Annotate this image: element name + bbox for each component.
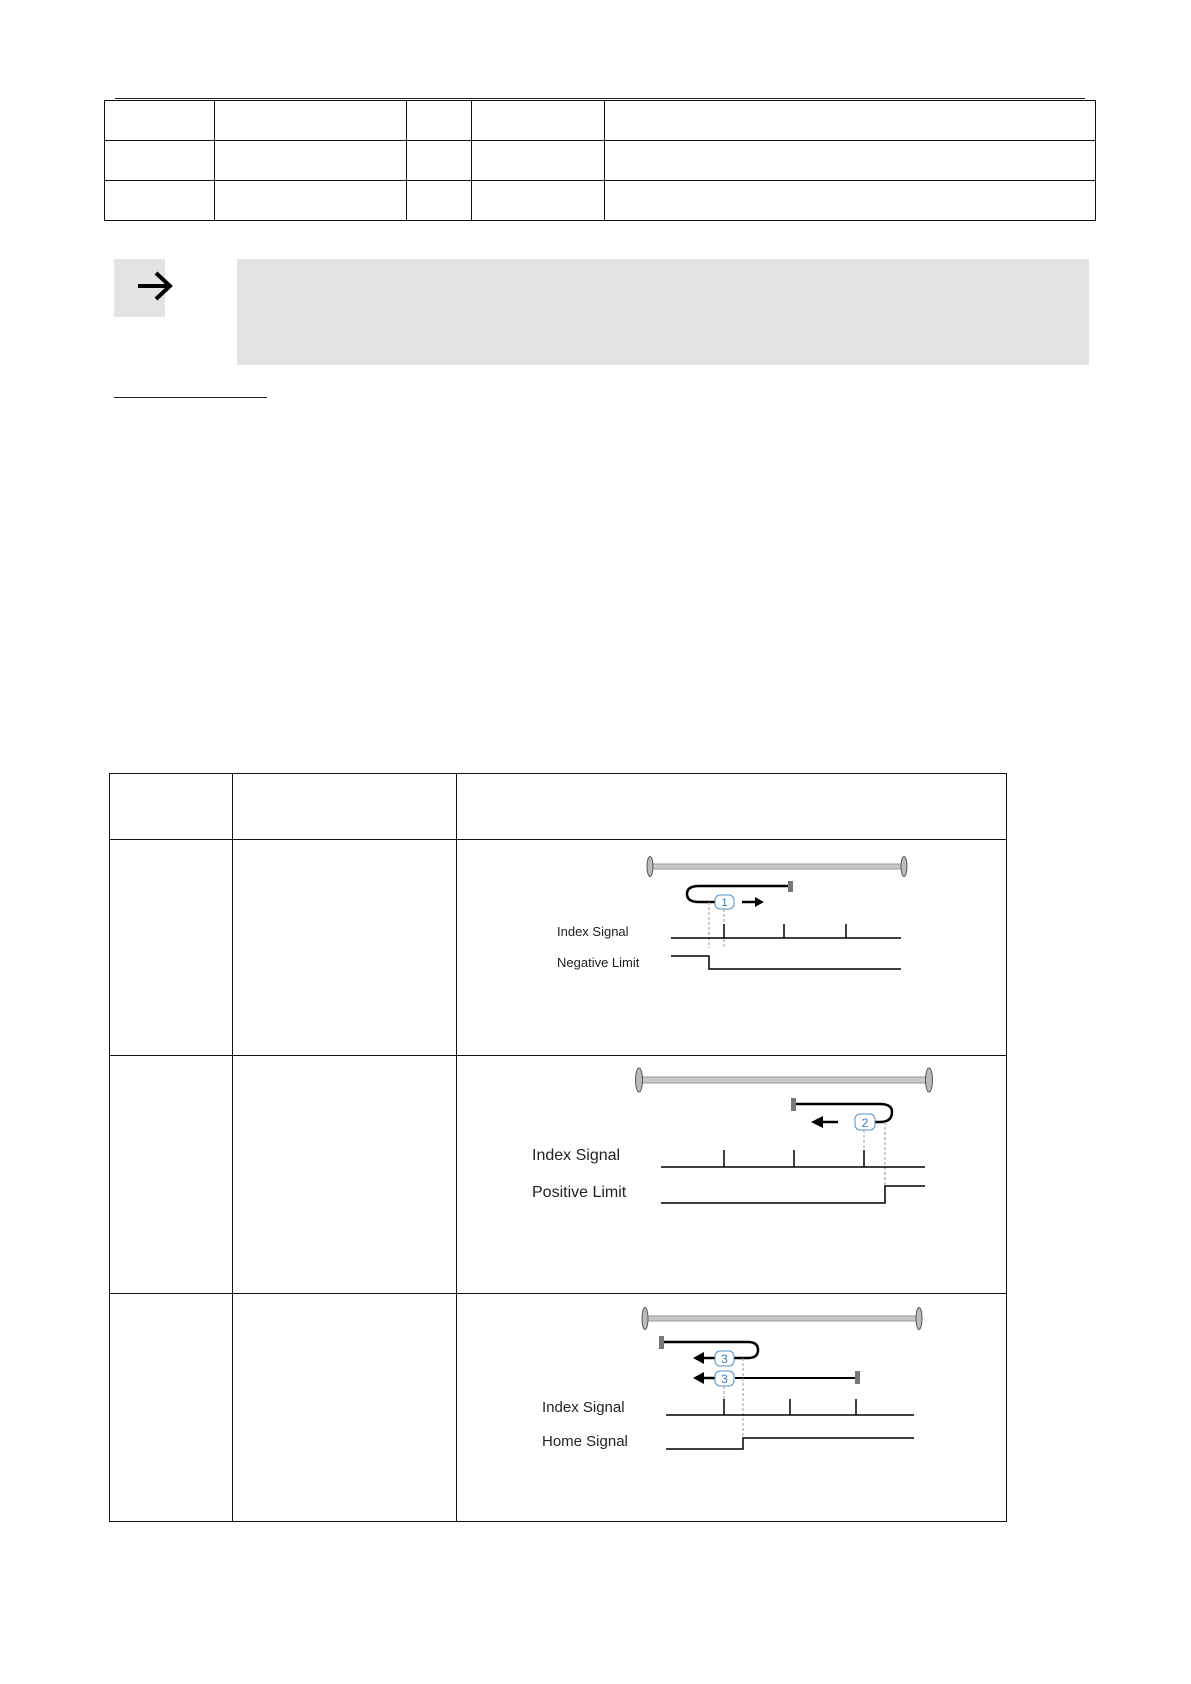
table-cell — [215, 101, 407, 141]
travel-rail — [650, 864, 904, 869]
diagram-cell — [457, 840, 1007, 1056]
table-row — [110, 1294, 1007, 1522]
travel-rail — [645, 1316, 919, 1321]
signal-label: Home Signal — [542, 1433, 628, 1450]
table-header-row — [110, 774, 1007, 840]
right-arrow-icon — [136, 269, 174, 303]
step-number: 3 — [721, 1352, 728, 1366]
header-cell — [457, 774, 1007, 840]
table-cell — [105, 181, 215, 221]
rail-end-stop — [636, 1068, 643, 1092]
rail-end-stop — [916, 1308, 922, 1330]
method-number-cell — [110, 1056, 233, 1294]
method-number-cell — [110, 1294, 233, 1522]
limit-signal-trace — [671, 956, 901, 969]
rail-end-stop — [926, 1068, 933, 1092]
note-icon-box — [114, 259, 165, 317]
direction-arrow-head-icon — [755, 897, 764, 907]
table-cell — [472, 101, 605, 141]
direction-arrow-head-icon — [693, 1372, 704, 1384]
signal-label: Index Signal — [542, 1399, 625, 1416]
table-cell — [215, 181, 407, 221]
signal-label: Negative Limit — [557, 955, 640, 970]
table-cell — [605, 101, 1096, 141]
home-position-marker — [788, 881, 793, 892]
table-row — [110, 840, 1007, 1056]
motion-path — [687, 886, 790, 902]
table-cell — [605, 181, 1096, 221]
method-description-cell — [233, 840, 457, 1056]
table-cell — [215, 141, 407, 181]
section-heading-underline — [114, 397, 267, 398]
header-cell — [233, 774, 457, 840]
diagram-cell — [457, 1056, 1007, 1294]
rail-end-stop — [647, 857, 653, 877]
table-cell — [407, 181, 472, 221]
signal-label: Index Signal — [532, 1147, 621, 1164]
table-row — [110, 1056, 1007, 1294]
homing-diagram-3 — [457, 1294, 1008, 1522]
step-number: 1 — [721, 897, 728, 909]
home-position-marker — [659, 1336, 664, 1349]
table-row — [105, 141, 1096, 181]
header-cell — [110, 774, 233, 840]
signal-label: Index Signal — [557, 924, 629, 939]
home-signal-trace — [666, 1438, 914, 1449]
direction-arrow-head-icon — [693, 1352, 704, 1364]
homing-diagram-2 — [457, 1056, 1008, 1294]
start-position-marker — [855, 1371, 860, 1384]
parameter-table — [104, 100, 1096, 221]
table-cell — [407, 141, 472, 181]
motion-path — [794, 1104, 892, 1122]
step-number: 3 — [721, 1372, 728, 1386]
table-cell — [472, 181, 605, 221]
table-cell — [105, 141, 215, 181]
rail-end-stop — [642, 1308, 648, 1330]
note-box — [237, 259, 1089, 365]
method-description-cell — [233, 1294, 457, 1522]
method-number-cell — [110, 840, 233, 1056]
header-rule — [115, 98, 1085, 99]
method-description-cell — [233, 1056, 457, 1294]
motion-path — [661, 1342, 758, 1358]
limit-signal-trace — [661, 1186, 925, 1203]
diagram-cell — [457, 1294, 1007, 1522]
table-cell — [105, 101, 215, 141]
table-row — [105, 181, 1096, 221]
table-row — [105, 101, 1096, 141]
table-cell — [605, 141, 1096, 181]
home-position-marker — [791, 1098, 796, 1111]
table-cell — [407, 101, 472, 141]
step-number: 2 — [861, 1116, 869, 1130]
rail-end-stop — [901, 857, 907, 877]
direction-arrow-head-icon — [811, 1116, 823, 1128]
travel-rail — [639, 1077, 929, 1083]
homing-method-table — [109, 773, 1007, 1522]
signal-label: Positive Limit — [532, 1184, 627, 1201]
table-cell — [472, 141, 605, 181]
homing-diagram-1 — [457, 840, 1008, 1056]
